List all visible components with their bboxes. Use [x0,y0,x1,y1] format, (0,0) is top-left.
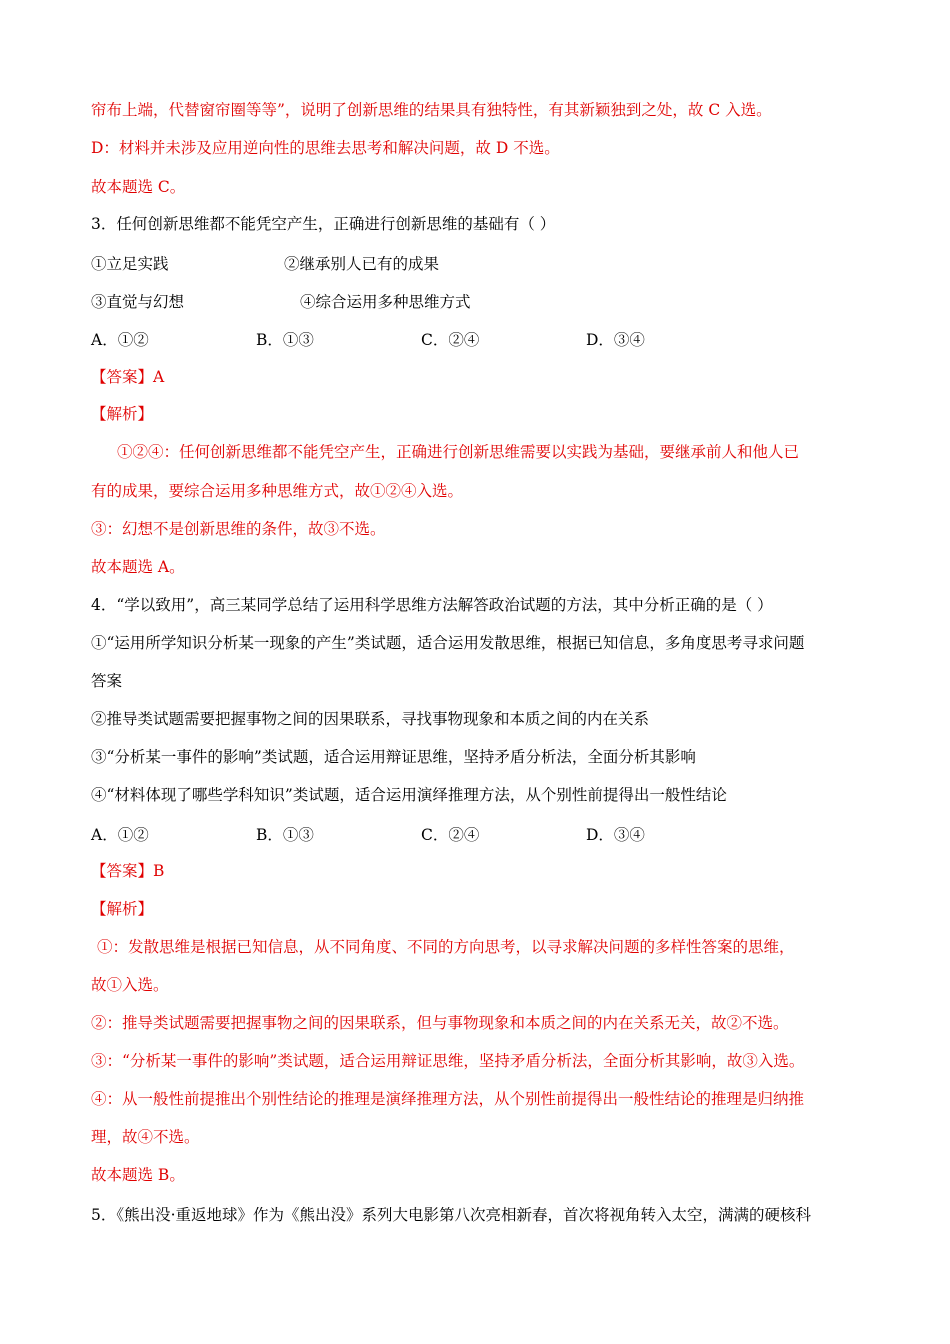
q3-conclusion: 故本题选 A。 [91,558,185,576]
q3-item-2: ②继承别人已有的成果 [284,255,440,273]
q4-conclusion: 故本题选 B。 [91,1166,185,1184]
q4-option-a: A．①② [91,826,149,844]
q4-item-4: ④“材料体现了哪些学科知识”类试题，适合运用演绎推理方法，从个别性前提得出一般性结论 [91,786,727,804]
q4-item-1: ①“运用所学知识分析某一现象的产生”类试题，适合运用发散思维，根据已知信息，多角度思考寻求问题 [91,634,805,652]
q4-item-2: ②推导类试题需要把握事物之间的因果联系，寻找事物现象和本质之间的内在关系 [91,710,650,728]
q4-item-3: ③“分析某一事件的影响”类试题，适合运用辩证思维，坚持矛盾分析法，全面分析其影响 [91,748,696,766]
q4-analysis-line-1: ①：发散思维是根据已知信息，从不同角度、不同的方向思考，以寻求解决问题的多样性答案的思维， [97,938,795,956]
q5-stem: 5．《熊出没·重返地球》作为《熊出没》系列大电影第八次亮相新春，首次将视角转入太空，满满的硬核科 [91,1206,812,1224]
q4-answer: 【答案】B [91,862,165,880]
q4-analysis-line-6: 理，故④不选。 [91,1128,200,1146]
q3-item-4: ④综合运用多种思维方式 [300,293,471,311]
prev-analysis-line-2: D：材料并未涉及应用逆向性的思维去思考和解决问题，故 D 不选。 [91,139,560,157]
q3-answer: 【答案】A [91,368,165,386]
q4-option-d: D．③④ [586,826,645,844]
q3-option-b: B．①③ [256,331,314,349]
q3-option-d: D．③④ [586,331,645,349]
q4-analysis-label: 【解析】 [91,900,154,918]
q4-option-b: B．①③ [256,826,314,844]
q4-option-c: C．②④ [421,826,480,844]
q3-option-a: A．①② [91,331,149,349]
q4-analysis-line-4: ③：“分析某一事件的影响”类试题，适合运用辩证思维，坚持矛盾分析法，全面分析其影响，故③入选。 [91,1052,805,1070]
q3-item-1: ①立足实践 [91,255,169,273]
prev-analysis-line-1: 帘布上端，代替窗帘圈等等”，说明了创新思维的结果具有独特性，有其新颖独到之处，故 C 入选。 [91,101,772,119]
q4-analysis-line-2: 故①入选。 [91,976,169,994]
q4-stem: 4．“学以致用”，高三某同学总结了运用科学思维方法解答政治试题的方法，其中分析正确的是（ ） [91,596,773,614]
q4-item-1-cont: 答案 [91,672,123,690]
q4-analysis-line-5: ④：从一般性前提推出个别性结论的推理是演绎推理方法，从个别性前提得出一般性结论的推理是归纳推 [91,1090,805,1108]
q3-analysis-line-1: ①②④：任何创新思维都不能凭空产生，正确进行创新思维需要以实践为基础，要继承前人和他人已 [117,443,800,461]
prev-conclusion: 故本题选 C。 [91,178,186,196]
q3-stem: 3．任何创新思维都不能凭空产生，正确进行创新思维的基础有（ ） [91,215,556,233]
q3-item-3: ③直觉与幻想 [91,293,185,311]
q3-analysis-line-3: ③：幻想不是创新思维的条件，故③不选。 [91,520,386,538]
q3-option-c: C．②④ [421,331,480,349]
q4-analysis-line-3: ②：推导类试题需要把握事物之间的因果联系，但与事物现象和本质之间的内在关系无关，故②不选。 [91,1014,789,1032]
q3-analysis-label: 【解析】 [91,405,154,423]
q3-analysis-line-2: 有的成果，要综合运用多种思维方式，故①②④入选。 [91,482,464,500]
